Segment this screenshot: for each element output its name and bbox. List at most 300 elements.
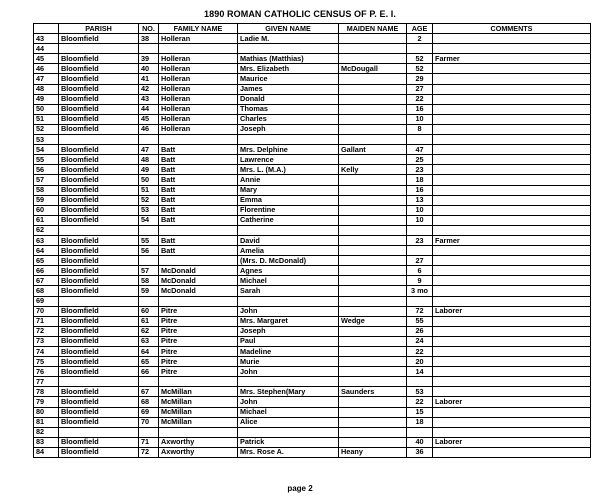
parish-cell: Bloomfield (59, 256, 139, 266)
no-cell: 38 (139, 34, 159, 44)
age-cell (407, 296, 433, 306)
comments-cell (433, 114, 591, 124)
row-number: 43 (34, 34, 59, 44)
no-cell: 45 (139, 114, 159, 124)
maiden-name-cell (339, 286, 407, 296)
family-name-cell: Holleran (159, 94, 238, 104)
row-number: 77 (34, 377, 59, 387)
row-number: 72 (34, 326, 59, 336)
comments-cell (433, 246, 591, 256)
parish-cell: Bloomfield (59, 326, 139, 336)
table-row (34, 175, 591, 185)
comments-cell (433, 44, 591, 54)
family-name-cell (159, 44, 238, 54)
parish-cell (59, 225, 139, 235)
family-name-cell: Axworthy (159, 447, 238, 457)
given-name-cell: Charles (238, 114, 339, 124)
age-cell (407, 44, 433, 54)
given-name-cell: Mathias (Matthias) (238, 54, 339, 64)
given-name-cell (238, 225, 339, 235)
parish-cell: Bloomfield (59, 367, 139, 377)
comments-cell: Laborer (433, 437, 591, 447)
no-cell: 43 (139, 94, 159, 104)
row-number: 84 (34, 447, 59, 457)
row-number: 47 (34, 74, 59, 84)
parish-cell: Bloomfield (59, 205, 139, 215)
parish-cell: Bloomfield (59, 114, 139, 124)
table-row (34, 215, 591, 225)
given-name-cell (238, 135, 339, 145)
comments-cell (433, 64, 591, 74)
family-name-cell: McMillan (159, 407, 238, 417)
age-cell: 13 (407, 195, 433, 205)
parish-cell: Bloomfield (59, 165, 139, 175)
family-name-cell (159, 135, 238, 145)
row-number: 63 (34, 235, 59, 245)
age-cell: 16 (407, 185, 433, 195)
no-cell: 48 (139, 155, 159, 165)
table-row (34, 74, 591, 84)
table-row (34, 316, 591, 326)
no-cell: 50 (139, 175, 159, 185)
age-cell: 2 (407, 34, 433, 44)
maiden-name-cell: Kelly (339, 165, 407, 175)
row-number: 61 (34, 215, 59, 225)
comments-cell (433, 427, 591, 437)
row-number: 80 (34, 407, 59, 417)
age-cell: 14 (407, 367, 433, 377)
given-name-cell: Sarah (238, 286, 339, 296)
comments-cell (433, 387, 591, 397)
table-row (34, 54, 591, 64)
given-name-cell: Patrick (238, 437, 339, 447)
table-row (34, 397, 591, 407)
given-name-cell: (Mrs. D. McDonald) (238, 256, 339, 266)
maiden-name-cell (339, 407, 407, 417)
maiden-name-cell (339, 367, 407, 377)
age-cell: 36 (407, 447, 433, 457)
col-header-rownum (34, 24, 59, 34)
age-cell: 10 (407, 114, 433, 124)
parish-cell: Bloomfield (59, 195, 139, 205)
comments-cell (433, 276, 591, 286)
family-name-cell: Axworthy (159, 437, 238, 447)
no-cell: 60 (139, 306, 159, 316)
comments-cell (433, 124, 591, 134)
given-name-cell: Madeline (238, 347, 339, 357)
row-number: 70 (34, 306, 59, 316)
given-name-cell: Maurice (238, 74, 339, 84)
row-number: 51 (34, 114, 59, 124)
age-cell (407, 427, 433, 437)
table-row (34, 124, 591, 134)
age-cell: 52 (407, 64, 433, 74)
age-cell (407, 225, 433, 235)
no-cell: 40 (139, 64, 159, 74)
given-name-cell: Mary (238, 185, 339, 195)
comments-cell: Farmer (433, 235, 591, 245)
age-cell: 29 (407, 74, 433, 84)
age-cell: 22 (407, 347, 433, 357)
family-name-cell: Pitre (159, 336, 238, 346)
no-cell: 62 (139, 326, 159, 336)
comments-cell: Laborer (433, 397, 591, 407)
parish-cell: Bloomfield (59, 215, 139, 225)
family-name-cell: Batt (159, 155, 238, 165)
given-name-cell: Mrs. Margaret (238, 316, 339, 326)
given-name-cell: David (238, 235, 339, 245)
given-name-cell: Lawrence (238, 155, 339, 165)
family-name-cell: McMillan (159, 417, 238, 427)
no-cell (139, 135, 159, 145)
table-row (34, 447, 591, 457)
family-name-cell: Holleran (159, 104, 238, 114)
census-body (34, 34, 591, 458)
comments-cell (433, 84, 591, 94)
given-name-cell: Joseph (238, 124, 339, 134)
table-row (34, 326, 591, 336)
no-cell: 52 (139, 195, 159, 205)
age-cell: 40 (407, 437, 433, 447)
comments-cell (433, 225, 591, 235)
no-cell (139, 296, 159, 306)
table-row (34, 155, 591, 165)
comments-cell (433, 185, 591, 195)
parish-cell: Bloomfield (59, 54, 139, 64)
col-header-no: NO. (139, 24, 159, 34)
table-row (34, 276, 591, 286)
table-row (34, 357, 591, 367)
family-name-cell: Holleran (159, 84, 238, 94)
age-cell (407, 135, 433, 145)
row-number: 75 (34, 357, 59, 367)
given-name-cell: Murie (238, 357, 339, 367)
row-number: 49 (34, 94, 59, 104)
parish-cell: Bloomfield (59, 34, 139, 44)
table-row (34, 407, 591, 417)
maiden-name-cell (339, 296, 407, 306)
no-cell: 71 (139, 437, 159, 447)
col-header-comments: COMMENTS (433, 24, 591, 34)
maiden-name-cell (339, 34, 407, 44)
table-row (34, 104, 591, 114)
parish-cell: Bloomfield (59, 266, 139, 276)
comments-cell (433, 447, 591, 457)
table-row (34, 195, 591, 205)
col-header-given-name: GIVEN NAME (238, 24, 339, 34)
table-row (34, 296, 591, 306)
family-name-cell: Holleran (159, 114, 238, 124)
no-cell: 55 (139, 235, 159, 245)
parish-cell: Bloomfield (59, 336, 139, 346)
family-name-cell: Holleran (159, 34, 238, 44)
age-cell: 53 (407, 387, 433, 397)
col-header-parish: PARISH (59, 24, 139, 34)
no-cell (139, 225, 159, 235)
age-cell: 18 (407, 175, 433, 185)
row-number: 55 (34, 155, 59, 165)
age-cell: 6 (407, 266, 433, 276)
row-number: 82 (34, 427, 59, 437)
given-name-cell: John (238, 306, 339, 316)
parish-cell: Bloomfield (59, 306, 139, 316)
age-cell: 23 (407, 235, 433, 245)
table-row (34, 437, 591, 447)
row-number: 57 (34, 175, 59, 185)
table-row (34, 246, 591, 256)
given-name-cell (238, 44, 339, 54)
row-number: 68 (34, 286, 59, 296)
no-cell: 53 (139, 205, 159, 215)
maiden-name-cell (339, 326, 407, 336)
comments-cell (433, 407, 591, 417)
maiden-name-cell (339, 185, 407, 195)
maiden-name-cell (339, 54, 407, 64)
col-header-family-name: FAMILY NAME (159, 24, 238, 34)
family-name-cell: McDonald (159, 276, 238, 286)
parish-cell: Bloomfield (59, 286, 139, 296)
table-row (34, 64, 591, 74)
family-name-cell: Batt (159, 246, 238, 256)
maiden-name-cell (339, 44, 407, 54)
given-name-cell (238, 296, 339, 306)
parish-cell: Bloomfield (59, 276, 139, 286)
no-cell: 69 (139, 407, 159, 417)
comments-cell (433, 104, 591, 114)
maiden-name-cell (339, 437, 407, 447)
age-cell: 22 (407, 94, 433, 104)
given-name-cell: Mrs. Elizabeth (238, 64, 339, 74)
age-cell: 20 (407, 357, 433, 367)
col-header-maiden-name: MAIDEN NAME (339, 24, 407, 34)
age-cell: 9 (407, 276, 433, 286)
table-row (34, 235, 591, 245)
table-row (34, 377, 591, 387)
maiden-name-cell (339, 276, 407, 286)
row-number: 65 (34, 256, 59, 266)
comments-cell (433, 165, 591, 175)
maiden-name-cell (339, 377, 407, 387)
comments-cell (433, 135, 591, 145)
family-name-cell: Holleran (159, 74, 238, 84)
no-cell: 72 (139, 447, 159, 457)
maiden-name-cell (339, 336, 407, 346)
no-cell: 39 (139, 54, 159, 64)
age-cell: 18 (407, 417, 433, 427)
maiden-name-cell (339, 266, 407, 276)
table-row (34, 306, 591, 316)
comments-cell (433, 286, 591, 296)
comments-cell (433, 316, 591, 326)
maiden-name-cell (339, 155, 407, 165)
maiden-name-cell (339, 135, 407, 145)
given-name-cell: Mrs. Delphine (238, 145, 339, 155)
no-cell: 56 (139, 246, 159, 256)
parish-cell: Bloomfield (59, 84, 139, 94)
comments-cell: Laborer (433, 306, 591, 316)
age-cell: 10 (407, 205, 433, 215)
table-row (34, 114, 591, 124)
parish-cell: Bloomfield (59, 316, 139, 326)
given-name-cell: Mrs. Rose A. (238, 447, 339, 457)
row-number: 59 (34, 195, 59, 205)
parish-cell: Bloomfield (59, 357, 139, 367)
family-name-cell (159, 256, 238, 266)
given-name-cell: Thomas (238, 104, 339, 114)
maiden-name-cell (339, 347, 407, 357)
maiden-name-cell (339, 74, 407, 84)
maiden-name-cell (339, 84, 407, 94)
header-row (34, 24, 591, 34)
age-cell: 24 (407, 336, 433, 346)
family-name-cell: Pitre (159, 367, 238, 377)
row-number: 46 (34, 64, 59, 74)
maiden-name-cell: Gallant (339, 145, 407, 155)
family-name-cell: Holleran (159, 64, 238, 74)
no-cell (139, 256, 159, 266)
no-cell: 57 (139, 266, 159, 276)
table-row (34, 205, 591, 215)
parish-cell: Bloomfield (59, 74, 139, 84)
parish-cell: Bloomfield (59, 64, 139, 74)
comments-cell (433, 215, 591, 225)
table-row (34, 185, 591, 195)
family-name-cell: Batt (159, 175, 238, 185)
no-cell (139, 377, 159, 387)
table-row (34, 225, 591, 235)
family-name-cell (159, 225, 238, 235)
row-number: 71 (34, 316, 59, 326)
row-number: 50 (34, 104, 59, 114)
row-number: 62 (34, 225, 59, 235)
age-cell: 52 (407, 54, 433, 64)
given-name-cell: Paul (238, 336, 339, 346)
table-row (34, 34, 591, 44)
page-title: 1890 ROMAN CATHOLIC CENSUS OF P. E. I. (204, 9, 396, 19)
row-number: 74 (34, 347, 59, 357)
given-name-cell (238, 427, 339, 437)
given-name-cell: Alice (238, 417, 339, 427)
row-number: 78 (34, 387, 59, 397)
parish-cell: Bloomfield (59, 175, 139, 185)
given-name-cell: Michael (238, 407, 339, 417)
maiden-name-cell (339, 104, 407, 114)
age-cell (407, 246, 433, 256)
age-cell: 72 (407, 306, 433, 316)
given-name-cell: Ladie M. (238, 34, 339, 44)
family-name-cell (159, 377, 238, 387)
parish-cell: Bloomfield (59, 155, 139, 165)
age-cell: 27 (407, 84, 433, 94)
row-number: 79 (34, 397, 59, 407)
comments-cell (433, 347, 591, 357)
given-name-cell: John (238, 397, 339, 407)
maiden-name-cell: McDougall (339, 64, 407, 74)
no-cell: 51 (139, 185, 159, 195)
table-row (34, 165, 591, 175)
family-name-cell: Holleran (159, 54, 238, 64)
parish-cell (59, 427, 139, 437)
table-row (34, 367, 591, 377)
maiden-name-cell (339, 225, 407, 235)
family-name-cell: Pitre (159, 316, 238, 326)
no-cell (139, 44, 159, 54)
age-cell: 10 (407, 215, 433, 225)
row-number: 52 (34, 124, 59, 134)
parish-cell (59, 44, 139, 54)
no-cell: 54 (139, 215, 159, 225)
row-number: 73 (34, 336, 59, 346)
row-number: 67 (34, 276, 59, 286)
given-name-cell: Joseph (238, 326, 339, 336)
row-number: 69 (34, 296, 59, 306)
age-cell: 23 (407, 165, 433, 175)
given-name-cell: John (238, 367, 339, 377)
family-name-cell: Batt (159, 215, 238, 225)
family-name-cell (159, 296, 238, 306)
page-number: page 2 (287, 484, 313, 493)
row-number: 81 (34, 417, 59, 427)
parish-cell: Bloomfield (59, 94, 139, 104)
family-name-cell: Batt (159, 185, 238, 195)
comments-cell: Farmer (433, 54, 591, 64)
table-row (34, 387, 591, 397)
family-name-cell: Batt (159, 165, 238, 175)
table-row (34, 286, 591, 296)
comments-cell (433, 175, 591, 185)
comments-cell (433, 145, 591, 155)
age-cell: 26 (407, 326, 433, 336)
col-header-age: AGE (407, 24, 433, 34)
comments-cell (433, 417, 591, 427)
family-name-cell: McDonald (159, 266, 238, 276)
comments-cell (433, 326, 591, 336)
maiden-name-cell (339, 175, 407, 185)
table-row (34, 145, 591, 155)
comments-cell (433, 377, 591, 387)
maiden-name-cell (339, 235, 407, 245)
comments-cell (433, 195, 591, 205)
family-name-cell: Pitre (159, 306, 238, 316)
comments-cell (433, 266, 591, 276)
row-number: 56 (34, 165, 59, 175)
parish-cell: Bloomfield (59, 104, 139, 114)
age-cell: 16 (407, 104, 433, 114)
family-name-cell: Holleran (159, 124, 238, 134)
row-number: 64 (34, 246, 59, 256)
given-name-cell: Agnes (238, 266, 339, 276)
row-number: 53 (34, 135, 59, 145)
age-cell: 47 (407, 145, 433, 155)
age-cell: 25 (407, 155, 433, 165)
maiden-name-cell (339, 195, 407, 205)
row-number: 44 (34, 44, 59, 54)
no-cell: 42 (139, 84, 159, 94)
age-cell: 27 (407, 256, 433, 266)
no-cell: 63 (139, 336, 159, 346)
maiden-name-cell (339, 114, 407, 124)
age-cell: 3 mo (407, 286, 433, 296)
family-name-cell (159, 427, 238, 437)
no-cell: 65 (139, 357, 159, 367)
table-row (34, 336, 591, 346)
no-cell: 61 (139, 316, 159, 326)
family-name-cell: Batt (159, 195, 238, 205)
age-cell: 22 (407, 397, 433, 407)
maiden-name-cell (339, 427, 407, 437)
table-row (34, 256, 591, 266)
given-name-cell: Catherine (238, 215, 339, 225)
